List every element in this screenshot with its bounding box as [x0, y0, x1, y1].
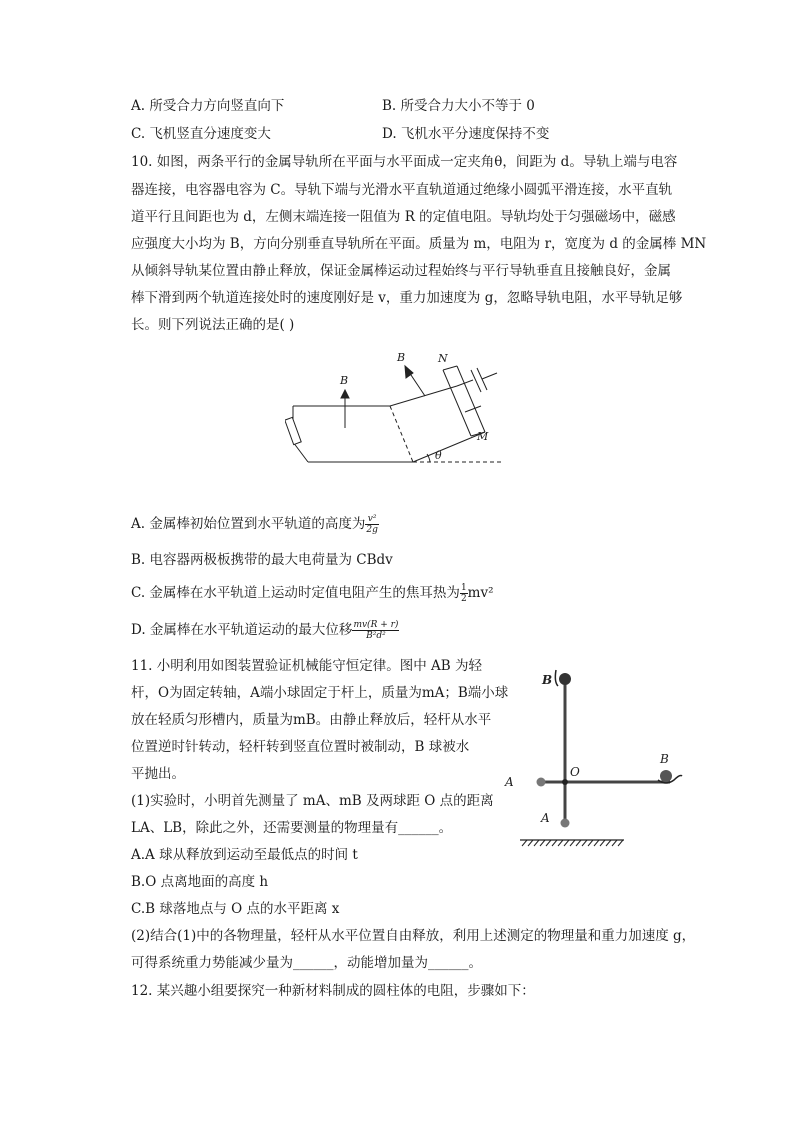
label-theta: θ [435, 449, 442, 462]
q10-stem-line-2: 器连接，电容器电容为 C。导轨下端与光滑水平直轨道通过绝缘小圆弧平滑连接，水平直轨 [131, 182, 673, 198]
q10-stem-line-7: 长。则下列说法正确的是( ) [131, 317, 295, 333]
q10-stem-line-4: 应强度大小均为 B，方向分别垂直导轨所在平面。质量为 m，电阻为 r，宽度为 d 的金属棒 MN [131, 236, 707, 252]
q10-stem-line-6: 棒下滑到两个轨道连接处时的速度刚好是 v，重力加速度为 g，忽略导轨电阻，水平导轨足够 [131, 290, 683, 306]
q10-stem-line-3: 道平行且间距也为 d，左侧末端连接一阻值为 R 的定值电阻。导轨均处于匀强磁场中，磁感 [131, 209, 676, 225]
frac-d-num: mv(R + r) [353, 620, 399, 630]
frac-c-den: 2 [460, 594, 467, 604]
q10-stem-line-1: 10. 如图，两条平行的金属导轨所在平面与水平面成一定夹角θ，间距为 d。导轨上端与电容 [131, 154, 678, 170]
frac-d-den: B²d² [366, 631, 386, 641]
frac-a-num: v² [365, 514, 379, 525]
q11-line-7: LA、LB，除此之外，还需要测量的物理量有______。 [131, 820, 453, 836]
q10-option-a [131, 514, 379, 535]
frac-a-den: 2g [366, 525, 378, 535]
q10-option-c-tail: mv² [467, 585, 494, 601]
label-b1: B [340, 374, 349, 387]
frac-d [352, 620, 399, 641]
label-a-left: A [505, 775, 514, 789]
label-m: M [477, 430, 489, 443]
q11-line-5: 平抛出。 [131, 766, 185, 782]
q10-option-d-text: D. 金属棒在水平轨道运动的最大位移 [131, 622, 353, 638]
label-b-right: B [660, 752, 669, 766]
q11-line-9: B.O 点离地面的高度 h [131, 874, 269, 890]
q11-line-6: (1)实验时，小明首先测量了 mA、mB 及两球距 O 点的距离 [131, 793, 494, 809]
q11-line-11: (2)结合(1)中的各物理量，轻杆从水平位置自由释放，利用上述测定的物理量和重力加速度 g， [131, 928, 696, 944]
q10-stem-line-5: 从倾斜导轨某位置由静止释放，保证金属棒运动过程始终与平行导轨垂直且接触良好，金属 [131, 263, 671, 279]
q10-option-d [131, 620, 399, 641]
q10-option-a-text: A. 金属棒初始位置到水平轨道的高度为 [131, 516, 366, 532]
q11-line-12: 可得系统重力势能减少量为______，动能增加量为______。 [131, 955, 482, 971]
q10-option-c [131, 583, 494, 604]
frac-a [365, 514, 379, 535]
q11-line-10: C.B 球落地点与 O 点的水平距离 x [131, 901, 340, 917]
q10-rail-figure [285, 348, 515, 468]
q11-line-8: A.A 球从释放到运动至最低点的时间 t [131, 847, 358, 863]
q11-line-1: 11. 小明利用如图装置验证机械能守恒定律。图中 AB 为轻 [131, 658, 483, 674]
q9-option-c: C. 飞机竖直分速度变大 [131, 126, 271, 142]
q9-option-d: D. 飞机水平分速度保持不变 [382, 126, 550, 142]
label-b2: B [397, 351, 406, 364]
q10-option-b: B. 电容器两极板携带的最大电荷量为 CBdv [131, 552, 393, 568]
q12-stem: 12. 某兴趣小组要探究一种新材料制成的圆柱体的电阻，步骤如下： [131, 983, 535, 999]
label-n: N [438, 352, 448, 365]
q11-line-2: 杆，O为固定转轴，A端小球固定于杆上，质量为mA；B端小球 [131, 685, 509, 701]
label-a-bottom: A [541, 811, 550, 825]
q11-line-4: 位置逆时针转动，轻杆转到竖直位置时被制动，B 球被水 [131, 739, 470, 755]
q9-option-b: B. 所受合力大小不等于 0 [382, 98, 535, 114]
q9-option-a: A. 所受合力方向竖直向下 [131, 98, 285, 114]
q11-rod-figure [494, 662, 694, 857]
label-o: O [570, 765, 580, 779]
q10-option-c-text: C. 金属棒在水平轨道上运动时定值电阻产生的焦耳热为 [131, 585, 460, 601]
frac-c [460, 583, 468, 604]
label-b-top: B [542, 673, 553, 687]
frac-c-num: 1 [460, 583, 467, 593]
q11-line-3: 放在轻质匀形槽内，质量为mB。由静止释放后，轻杆从水平 [131, 712, 492, 728]
resistor [285, 417, 301, 444]
